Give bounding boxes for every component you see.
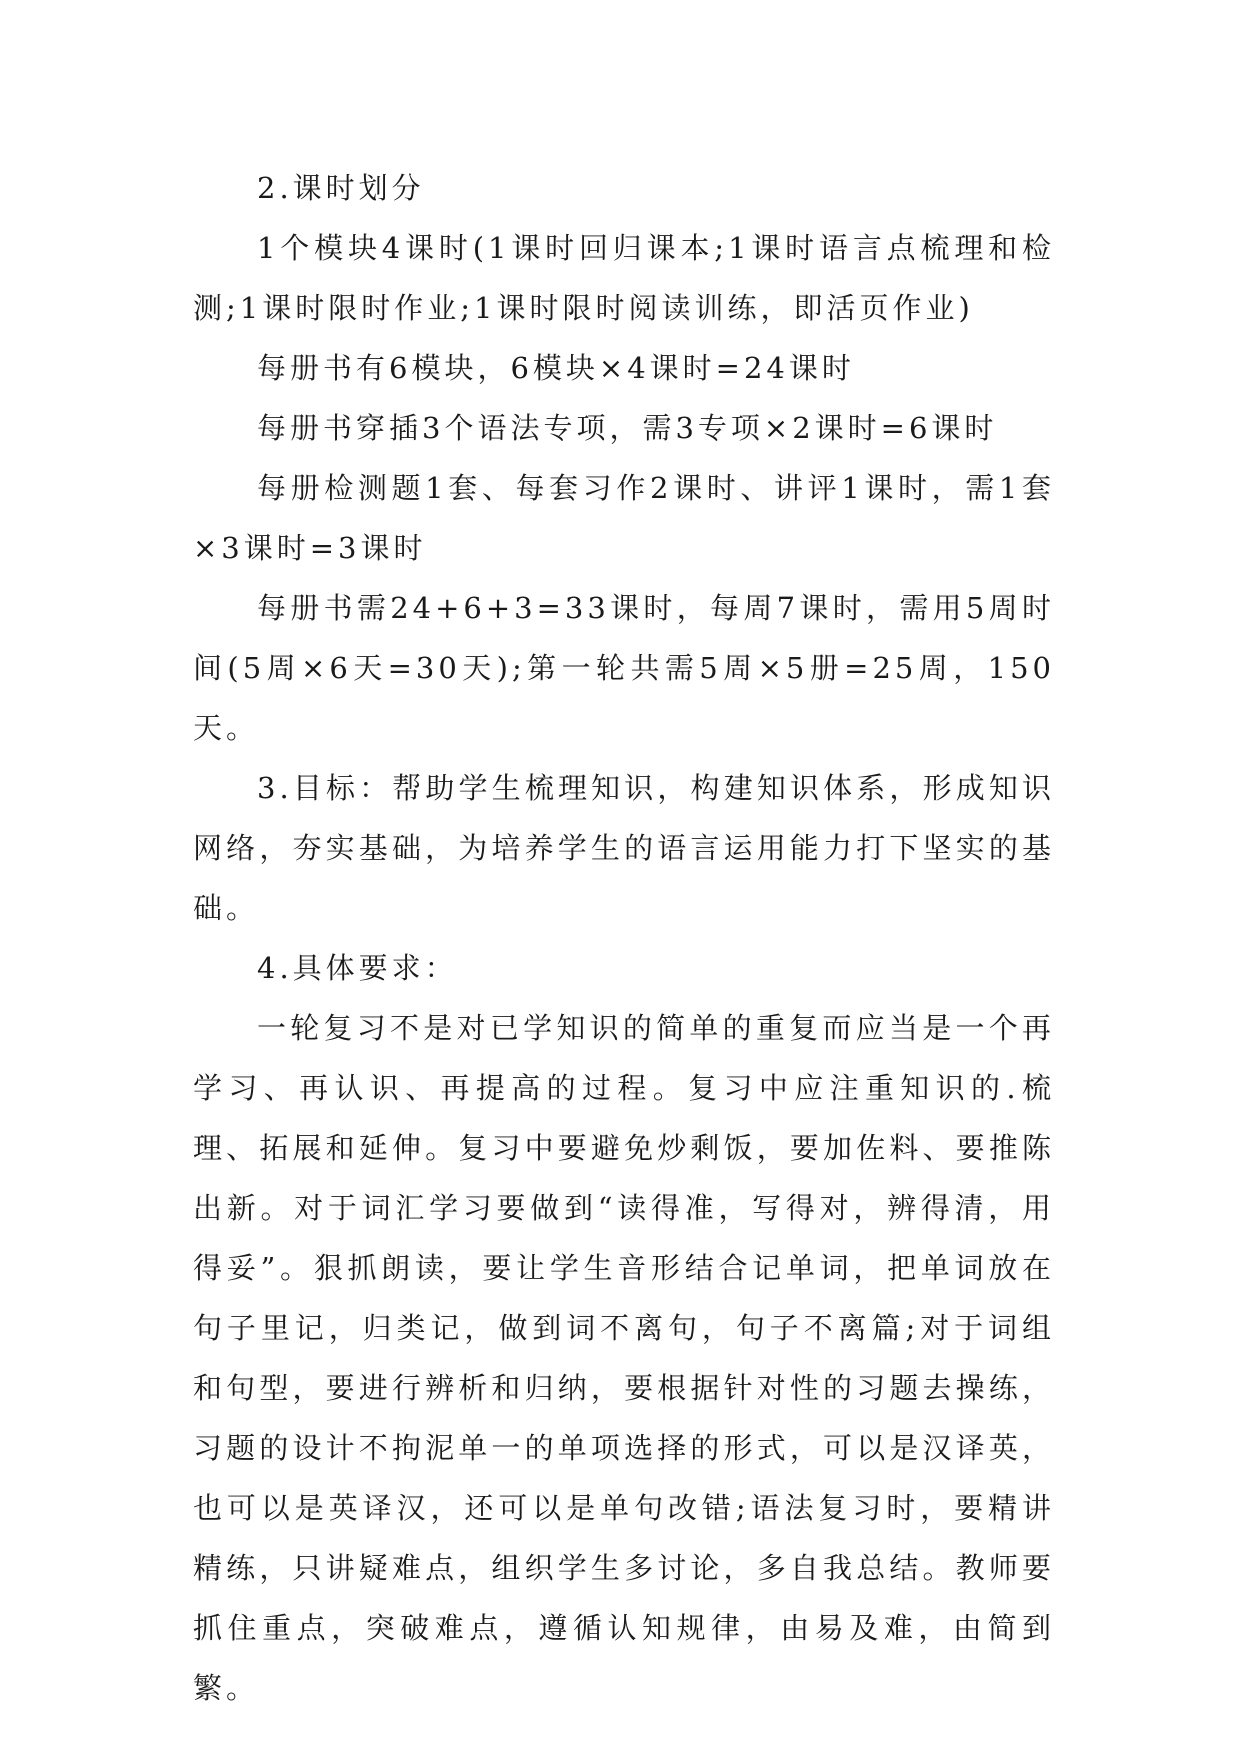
paragraph-grammar-topics: 每册书穿插3个语法专项，需3专项×2课时=6课时	[257, 411, 998, 445]
paragraph-goals: 3.目标：帮助学生梳理知识，构建知识体系，形成知识网络，夯实基础，为培养学生的语言运用能力打下坚实的基础。	[193, 771, 1055, 925]
paragraph-requirements-body: 一轮复习不是对已学知识的简单的重复而应当是一个再学习、再认识、再提高的过程。复习中应注重知识的.梳理、拓展和延伸。复习中要避免炒剩饭，要加佐料、要推陈出新。对于词汇学习要做到“读得准，写得对，辨得清，用得妥”。狠抓朗读，要让学生音形结合记单词，把单词放在句子里记，归类记，做到词不离句，句子不离篇;对于词组和句型，要进行辨析和归纳，要根据针对性的习题去操练，习题的设计不拘泥单一的单项选择的形式，可以是汉译英，也可以是英译汉，还可以是单句改错;语法复习时，要精讲精练，只讲疑难点，组织学生多讨论，多自我总结。教师要抓住重点，突破难点，遵循认知规律，由易及难，由简到繁。	[193, 1011, 1055, 1705]
document-body	[193, 158, 1055, 1718]
paragraph-module-count: 每册书有6模块，6模块×4课时=24课时	[257, 351, 855, 385]
paragraph-module-hours: 1个模块4课时(1课时回归课本;1课时语言点梳理和检测;1课时限时作业;1课时限时阅读训练，即活页作业)	[193, 231, 1055, 325]
paragraph-test-sets: 每册检测题1套、每套习作2课时、讲评1课时，需1套×3课时=3课时	[193, 471, 1055, 565]
paragraph-total-hours: 每册书需24+6+3=33课时，每周7课时，需用5周时间(5周×6天=30天);第一轮共需5周×5册=25周，150天。	[193, 591, 1055, 745]
section-heading-requirements: 4.具体要求：	[257, 951, 458, 985]
section-heading-class-hours: 2.课时划分	[257, 171, 425, 205]
